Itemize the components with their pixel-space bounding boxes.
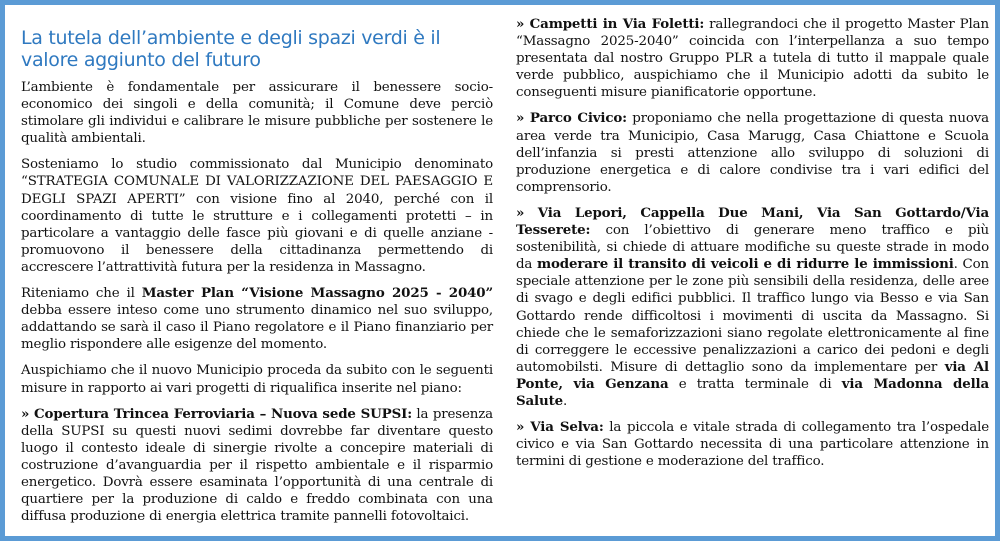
foletti-paragraph [516, 16, 989, 101]
via-lepori-text-g: . [562, 393, 568, 409]
via-lepori-text-e: e tratta terminale di [668, 376, 842, 392]
master-plan-text-c: debba essere inteso come uno strumento dinamico nel suo sviluppo, addattando se sarà il caso il Piano regolatore e il Piano finanziario per meglio rispondere alle esigenze del momento. [21, 303, 493, 353]
supsi-paragraph [21, 406, 493, 526]
via-selva-heading: » Via Selva: [516, 419, 604, 436]
master-plan-bold: Master Plan “Visione Massagno 2025 - 2040” [141, 285, 493, 302]
supsi-heading: » Copertura Trincea Ferroviaria – Nuova sede SUPSI: [21, 405, 412, 422]
via-selva-paragraph [516, 419, 989, 470]
via-lepori-bold-d: via Al Ponte, via Genzana [516, 358, 989, 392]
intro-text: L’ambiente è fondamentale per assicurare il benessere socio-economico dei singoli e della comunità; il Comune deve perciò stimolare gli individui e calibrare le misure pubbliche per sostenere le qualità ambientali. [21, 80, 493, 147]
via-lepori-paragraph [516, 205, 989, 410]
left-column [21, 21, 493, 534]
via-selva-text: la piccola e vitale strada di collegamento tra l’ospedale civico e via San Gottardo necessita di una particolare attenzione in termini di gestione e moderazione del traffico. [516, 420, 989, 470]
via-lepori-text-a: con l’obiettivo di generare meno traffico e più sostenibilità, si chiede di attuare modifiche su queste strade in modo da [516, 223, 989, 273]
master-plan-text-a: Riteniamo che il [21, 286, 142, 302]
via-lepori-bold-b: moderare il transito di veicoli e di ridurre le immissioni [536, 256, 954, 273]
parco-civico-text: proponiamo che nella progettazione di questa nuova area verde tra Municipio, Casa Marugg, Casa Chiattone e Scuola dell’infanzia si presti attenzione allo sviluppo di soluzioni di produzione energetica e di calore condivise tra i vari edifici del comprensorio. [516, 111, 990, 195]
article-title: La tutela dell’ambiente e degli spazi verdi è il valore aggiunto del futuro [21, 27, 441, 71]
foletti-text: rallegrandoci che il progetto Master Plan “Massagno 2025-2040” coincida con l’interpellanza a suo tempo presentata dal nostro Gruppo PLR a tutela di tutto il mappale quale verde pubblico, auspichiamo che il Municipio adotti da subito le conseguenti misure pianificatorie opportune. [516, 17, 989, 101]
supsi-text: la presenza della SUPSI su questi nuovi sedimi dovrebbe far diventare questo luogo il contesto ideale di sinergie rivolte a concepire materiali di costruzione d’avanguardia per il rispetto ambientale e il risparmio energetico. Dovrà essere esaminata l’opportunità di una centrale di quartiere per la produzione di caldo e freddo combinata con una diffusa produzione di energia elettrica tramite pannelli fotovoltaici. [21, 406, 493, 525]
intro-paragraph [21, 79, 493, 147]
parco-civico-paragraph [516, 110, 989, 195]
measures-text: Auspichiamo che il nuovo Municipio proceda da subito con le seguenti misure in rapporto ai vari progetti di riqualifica inserite nel piano: [21, 363, 493, 396]
foletti-heading: » Campetti in Via Foletti: [516, 16, 705, 32]
master-plan-paragraph [21, 285, 493, 353]
via-lepori-heading: » Via Lepori, Cappella Due Mani, Via San Gottardo/Via Tesserete: [516, 204, 989, 239]
right-column [516, 16, 989, 479]
strategy-text: Sosteniamo lo studio commissionato dal Municipio denominato “STRATEGIA COMUNALE DI VALORIZZAZIONE DEL PAESAGGIO E DEGLI SPAZI APERTI” con visione fino al 2040, perché con il coordinamento di tutte le strutture e i collegamenti protetti – in particolare a vantaggio delle fasce più giovani e di quelle anziane - promuovono il benessere della cittadinanza permettendo di accrescere l’attrattività futura per la residenza in Massagno. [21, 157, 493, 275]
via-lepori-text-c: . Con speciale attenzione per le zone più sensibili della residenza, delle aree di svago e degli edifici pubblici. Il traffico lungo via Besso e via San Gottardo rende difficoltosi i movimenti di uscita da Massagno. Si chiede che le semaforizzazioni siano regolate elettronicamente al fine di correggere le eccessive penalizzazioni a carico dei pedoni e degli automobilsti. Misure di dettaglio sono da implementare per [516, 257, 989, 375]
parco-civico-heading: » Parco Civico: [516, 110, 627, 127]
measures-paragraph [21, 362, 493, 396]
via-lepori-bold-f: via Madonna della Salute [516, 375, 990, 409]
strategy-paragraph [21, 156, 493, 276]
